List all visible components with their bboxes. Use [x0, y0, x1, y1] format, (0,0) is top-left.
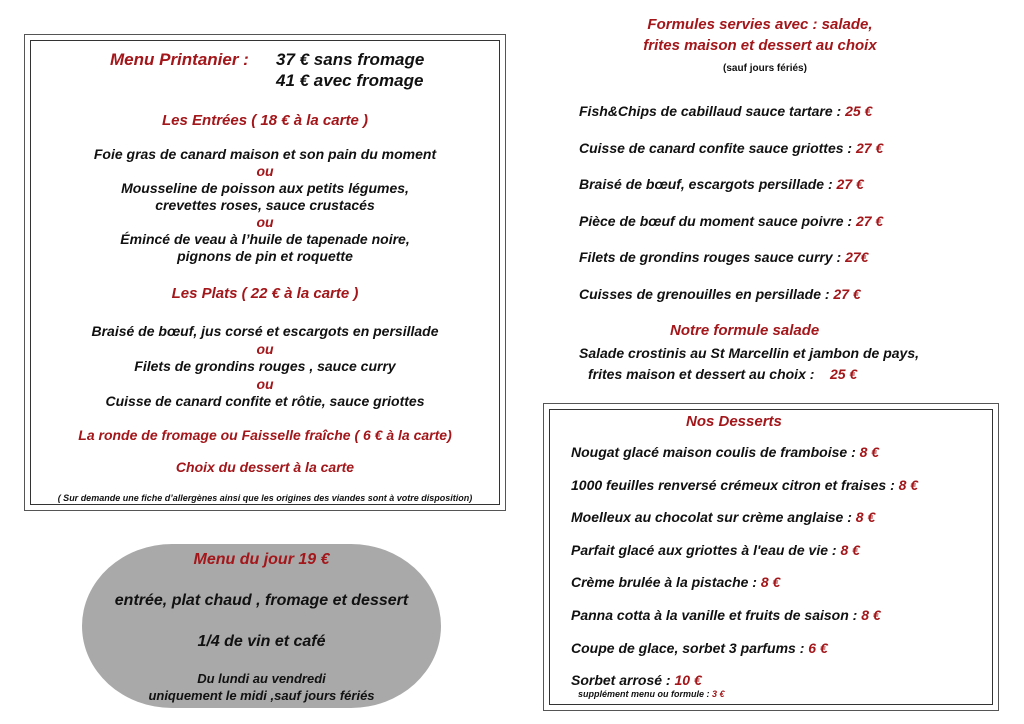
dessert-item-price: 8 € — [760, 574, 781, 591]
dessert-item — [571, 476, 918, 509]
formules-note: (sauf jours fériés) — [723, 63, 807, 74]
entrees-heading: Les Entrées ( 18 € à la carte ) — [162, 112, 368, 129]
dessert-item-name: Panna cotta à la vanille et fruits de saison : — [571, 606, 858, 623]
supplement-price: 3 € — [712, 689, 725, 699]
formule-item — [579, 285, 883, 322]
formule-item-name: Cuisses de grenouilles en persillade : — [579, 285, 830, 302]
plat-ou-2: ou — [256, 375, 274, 392]
dessert-item — [571, 606, 918, 639]
dessert-item-price: 10 € — [674, 672, 702, 689]
formule-item-price: 27 € — [836, 176, 864, 193]
fromage-line: La ronde de fromage ou Faisselle fraîche ( 6 € à la carte) — [78, 427, 452, 443]
formule-item-name: Fish&Chips de cabillaud sauce tartare : — [579, 103, 842, 119]
jour-line-1: entrée, plat chaud , fromage et dessert — [114, 592, 409, 609]
formule-item-price: 25 € — [845, 103, 873, 119]
dessert-item — [571, 639, 918, 672]
plats-heading: Les Plats ( 22 € à la carte ) — [171, 285, 359, 302]
dessert-item-price: 8 € — [855, 509, 876, 526]
plat-grondins: Filets de grondins rouges , sauce curry — [134, 358, 396, 374]
entree-ou-1: ou — [256, 163, 274, 179]
dessert-item-name: Crème brulée à la pistache : — [571, 574, 757, 591]
dessert-item-price: 8 € — [859, 444, 880, 460]
plats-list — [30, 323, 500, 411]
jour-title: Menu du jour 19 € — [193, 551, 330, 568]
dessert-item — [571, 508, 918, 541]
formules-heading-2: frites maison et dessert au choix — [643, 37, 877, 54]
jour-line-3: Du lundi au vendredi — [197, 671, 326, 686]
dessert-item-name: Nougat glacé maison coulis de framboise : — [571, 444, 856, 460]
allergenes-note: ( Sur demande une fiche d’allergènes ainsi que les origines des viandes sont à votre disposition) — [57, 493, 473, 503]
dessert-item-name: Sorbet arrosé : — [571, 672, 671, 689]
dessert-line: Choix du dessert à la carte — [175, 459, 355, 475]
plat-canard: Cuisse de canard confite et rôtie, sauce griottes — [105, 393, 425, 409]
formule-item — [579, 175, 883, 212]
dessert-item-price: 8 € — [898, 476, 919, 493]
formule-item-price: 27 € — [833, 285, 861, 302]
formule-item-name: Braisé de bœuf, escargots persillade : — [579, 176, 833, 193]
salade-line-2 — [588, 366, 857, 382]
dessert-item — [571, 671, 918, 689]
entree-emince-1: Émincé de veau à l’huile de tapenade noire, — [120, 231, 410, 247]
entree-foie-gras: Foie gras de canard maison et son pain du moment — [93, 146, 437, 162]
dessert-item-name: 1000 feuilles renversé crémeux citron et fraises : — [571, 476, 895, 493]
dessert-item-price: 8 € — [861, 606, 881, 623]
formule-item-name: Cuisse de canard confite sauce griottes : — [579, 139, 853, 156]
dessert-item — [571, 541, 918, 574]
formule-item-name: Filets de grondins rouges sauce curry : — [579, 249, 842, 266]
plat-ou-1: ou — [256, 340, 274, 357]
printanier-price-avec-fromage: 41 € avec fromage — [276, 71, 424, 90]
formule-item-name: Pièce de bœuf du moment sauce poivre : — [579, 212, 853, 229]
desserts-heading: Nos Desserts — [686, 413, 782, 430]
salade-price: 25 € — [829, 366, 858, 382]
entree-ou-2: ou — [256, 214, 274, 230]
salade-line-1: Salade crostinis au St Marcellin et jambon de pays, — [579, 345, 919, 361]
salade-line-2-text: frites maison et dessert au choix : — [588, 366, 815, 382]
dessert-item — [571, 443, 918, 476]
jour-line-2: 1/4 de vin et café — [197, 633, 326, 650]
dessert-item-name: Coupe de glace, sorbet 3 parfums : — [571, 639, 805, 656]
formule-item-price: 27 € — [855, 212, 884, 229]
plat-braise: Braisé de bœuf, jus corsé et escargots en persillade — [91, 323, 439, 339]
dessert-item-name: Parfait glacé aux griottes à l'eau de vie : — [571, 541, 837, 558]
dessert-item-name: Moelleux au chocolat sur crème anglaise : — [571, 509, 852, 526]
entree-mousseline-1: Mousseline de poisson aux petits légumes, — [121, 180, 409, 196]
desserts-list — [571, 443, 918, 689]
printanier-title: Menu Printanier : — [110, 50, 249, 69]
formules-heading-1: Formules servies avec : salade, — [647, 16, 873, 33]
entree-mousseline-2: crevettes roses, sauce crustacés — [155, 197, 375, 213]
formule-item-price: 27 € — [855, 139, 884, 156]
entrees-list — [30, 146, 500, 265]
formule-item — [579, 212, 883, 249]
formule-item-price: 27€ — [845, 249, 869, 266]
supplement-note — [578, 689, 725, 699]
supplement-text: supplément menu ou formule : — [578, 689, 710, 699]
formule-item — [579, 102, 883, 139]
printanier-price-sans-fromage: 37 € sans fromage — [276, 50, 425, 69]
jour-line-4: uniquement le midi ,sauf jours fériés — [148, 688, 375, 703]
dessert-item — [571, 573, 918, 606]
dessert-item-price: 6 € — [808, 639, 828, 656]
dessert-item-price: 8 € — [840, 541, 860, 558]
formule-item — [579, 248, 883, 285]
salade-heading: Notre formule salade — [670, 322, 820, 339]
entree-emince-2: pignons de pin et roquette — [177, 248, 353, 264]
formule-item — [579, 139, 883, 176]
formules-list — [579, 102, 883, 322]
